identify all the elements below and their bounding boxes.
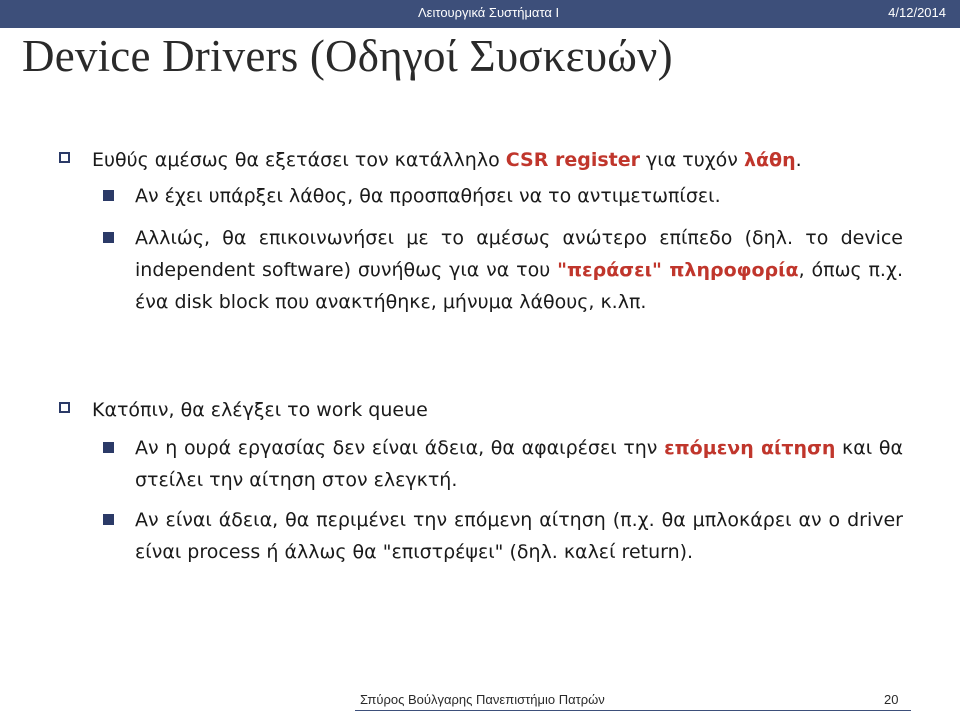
filled-square-bullet-icon <box>103 442 114 453</box>
bullet-text: Αν έχει υπάρξει λάθος, θα προσπαθήσει να το αντιμετωπίσει. <box>135 185 721 207</box>
page-number: 20 <box>884 692 899 707</box>
bullet-text <box>92 144 912 176</box>
emphasis-pass-info: "περάσει" πληροφορία <box>557 259 799 281</box>
bullet-level2-queue-nonempty <box>103 432 903 496</box>
bullet-text: Κατόπιν, θα ελέγξει το work queue <box>92 399 428 421</box>
text-fragment: . <box>795 149 802 171</box>
emphasis-csr-register: CSR register <box>505 149 640 171</box>
course-name: Λειτουργικά Συστήματα Ι <box>418 5 560 20</box>
slide-title: Device Drivers (Οδηγοί Συσκευών) <box>22 31 673 81</box>
bullet-text <box>135 432 903 496</box>
filled-square-bullet-icon <box>103 190 114 201</box>
filled-square-bullet-icon <box>103 232 114 243</box>
footer-author: Σπύρος Βούλγαρης Πανεπιστήμιο Πατρών <box>360 692 605 707</box>
slide-date: 4/12/2014 <box>888 5 946 20</box>
emphasis-next-request: επόμενη αίτηση <box>664 437 836 459</box>
footer-divider <box>355 710 911 711</box>
text-fragment: Αν η ουρά εργασίας δεν είναι άδεια, θα αφαιρέσει την <box>135 437 665 459</box>
text-fragment: , όπως π.χ. ένα disk block που ανακτήθηκε, μήνυμα λάθους, κ.λπ. <box>135 259 903 313</box>
bullet-text: Αν είναι άδεια, θα περιμένει την επόμενη αίτηση (π.χ. θα μπλοκάρει αν ο driver είναι process ή άλλως θα "επιστρέψει" (δηλ. καλεί return). <box>135 509 903 563</box>
text-fragment: για τυχόν <box>640 149 744 171</box>
text-fragment: και θα στείλει την αίτηση στον ελεγκτή. <box>135 437 903 491</box>
text-fragment: Ευθύς αμέσως θα εξετάσει τον κατάλληλο <box>92 149 506 171</box>
hollow-square-bullet-icon <box>59 402 70 413</box>
text-fragment: Αλλιώς, θα επικοινωνήσει με το αμέσως ανώτερο επίπεδο (δηλ. το device independent software) συνήθως για να του <box>135 227 903 281</box>
footer <box>0 690 960 720</box>
filled-square-bullet-icon <box>103 514 114 525</box>
bullet-level2-error-handling <box>103 180 903 212</box>
bullet-text <box>135 222 903 318</box>
hollow-square-bullet-icon <box>59 152 70 163</box>
bullet-level2-queue-empty <box>103 504 903 568</box>
emphasis-errors: λάθη <box>743 149 796 171</box>
bullet-level2-communicate <box>103 222 903 318</box>
